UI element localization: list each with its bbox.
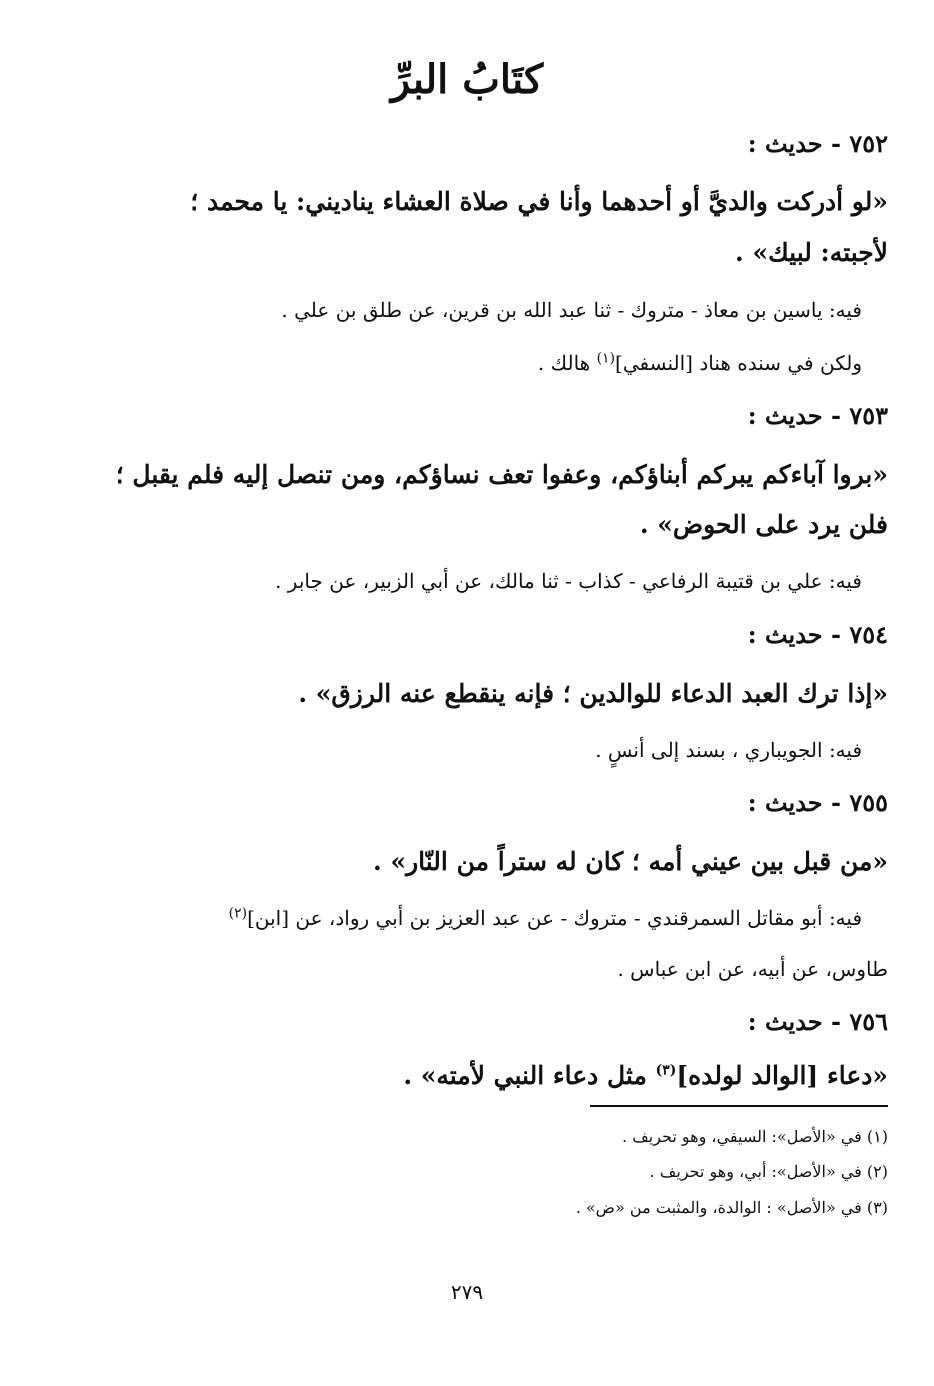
- page-title: كتَابُ البرِّ: [390, 56, 544, 103]
- footnote-ref-2: (٢): [228, 905, 248, 922]
- note-text: هالك .: [537, 351, 597, 375]
- footnote-2: (٢) في «الأصل»: أبي، وهو تحريف .: [649, 1162, 888, 1181]
- hadith-heading-753: ٧٥٣ - حديث :: [747, 401, 888, 430]
- hadith-note-753: فيه: علي بن قتيبة الرفاعي - كذاب - ثنا مالك، عن أبي الزبير، عن جابر .: [275, 569, 862, 593]
- hadith-note-755-line1: [42, 898, 862, 938]
- hadith-text-752-line2: لأجبته: لبيك» .: [735, 238, 888, 267]
- footnote-divider: [590, 1105, 888, 1107]
- note-text: فيه: أبو مقاتل السمرقندي - متروك - عن عبد العزيز بن أبي رواد، عن [ابن]: [247, 906, 862, 930]
- hadith-text-753-line2: فلن يرد على الحوض» .: [639, 510, 888, 539]
- footnote-ref-1: (١): [596, 350, 616, 367]
- hadith-note-754: فيه: الجويباري ، بسند إلى أنسٍ .: [595, 738, 862, 762]
- note-text: ولكن في سنده هناد [النسفي]: [615, 351, 862, 375]
- hadith-note-755-line2: طاوس، عن أبيه، عن ابن عباس .: [617, 957, 888, 981]
- hadith-heading-752: ٧٥٢ - حديث :: [747, 129, 888, 158]
- hadith-heading-754: ٧٥٤ - حديث :: [747, 620, 888, 649]
- footnote-3: (٣) في «الأصل» : الوالدة، والمثبت من «ض» .: [575, 1198, 888, 1217]
- footnote-ref-3: (٣): [655, 1062, 677, 1079]
- hadith-heading-756: ٧٥٦ - حديث :: [747, 1007, 888, 1036]
- hadith-text-753-line1: «بروا آباءكم يبركم أبناؤكم، وعفوا تعف نساؤكم، ومن تنصل إليه فلم يقبل ؛: [115, 460, 888, 489]
- hadith-text-756: [38, 1056, 888, 1096]
- hadith-note-752-extra: [42, 343, 862, 383]
- footnote-1: (١) في «الأصل»: السيفي، وهو تحريف .: [622, 1127, 888, 1146]
- quote-text: مثل دعاء النبي لأمته» .: [403, 1061, 656, 1090]
- page-number: ٢٧٩: [450, 1280, 484, 1304]
- hadith-text-754: «إذا ترك العبد الدعاء للوالدين ؛ فإنه ينقطع عنه الرزق» .: [298, 679, 888, 708]
- hadith-note-752: فيه: ياسين بن معاذ - متروك - ثنا عبد الله بن قرين، عن طلق بن علي .: [281, 298, 862, 322]
- hadith-heading-755: ٧٥٥ - حديث :: [747, 788, 888, 817]
- hadith-text-752-line1: «لو أدركت والديَّ أو أحدهما وأنا في صلاة العشاء يناديني: يا محمد ؛: [190, 187, 888, 216]
- hadith-text-755: «من قبل بين عيني أمه ؛ كان له ستراً من النّار» .: [373, 847, 888, 876]
- quote-text: «دعاء [الوالد لولده]: [676, 1061, 888, 1090]
